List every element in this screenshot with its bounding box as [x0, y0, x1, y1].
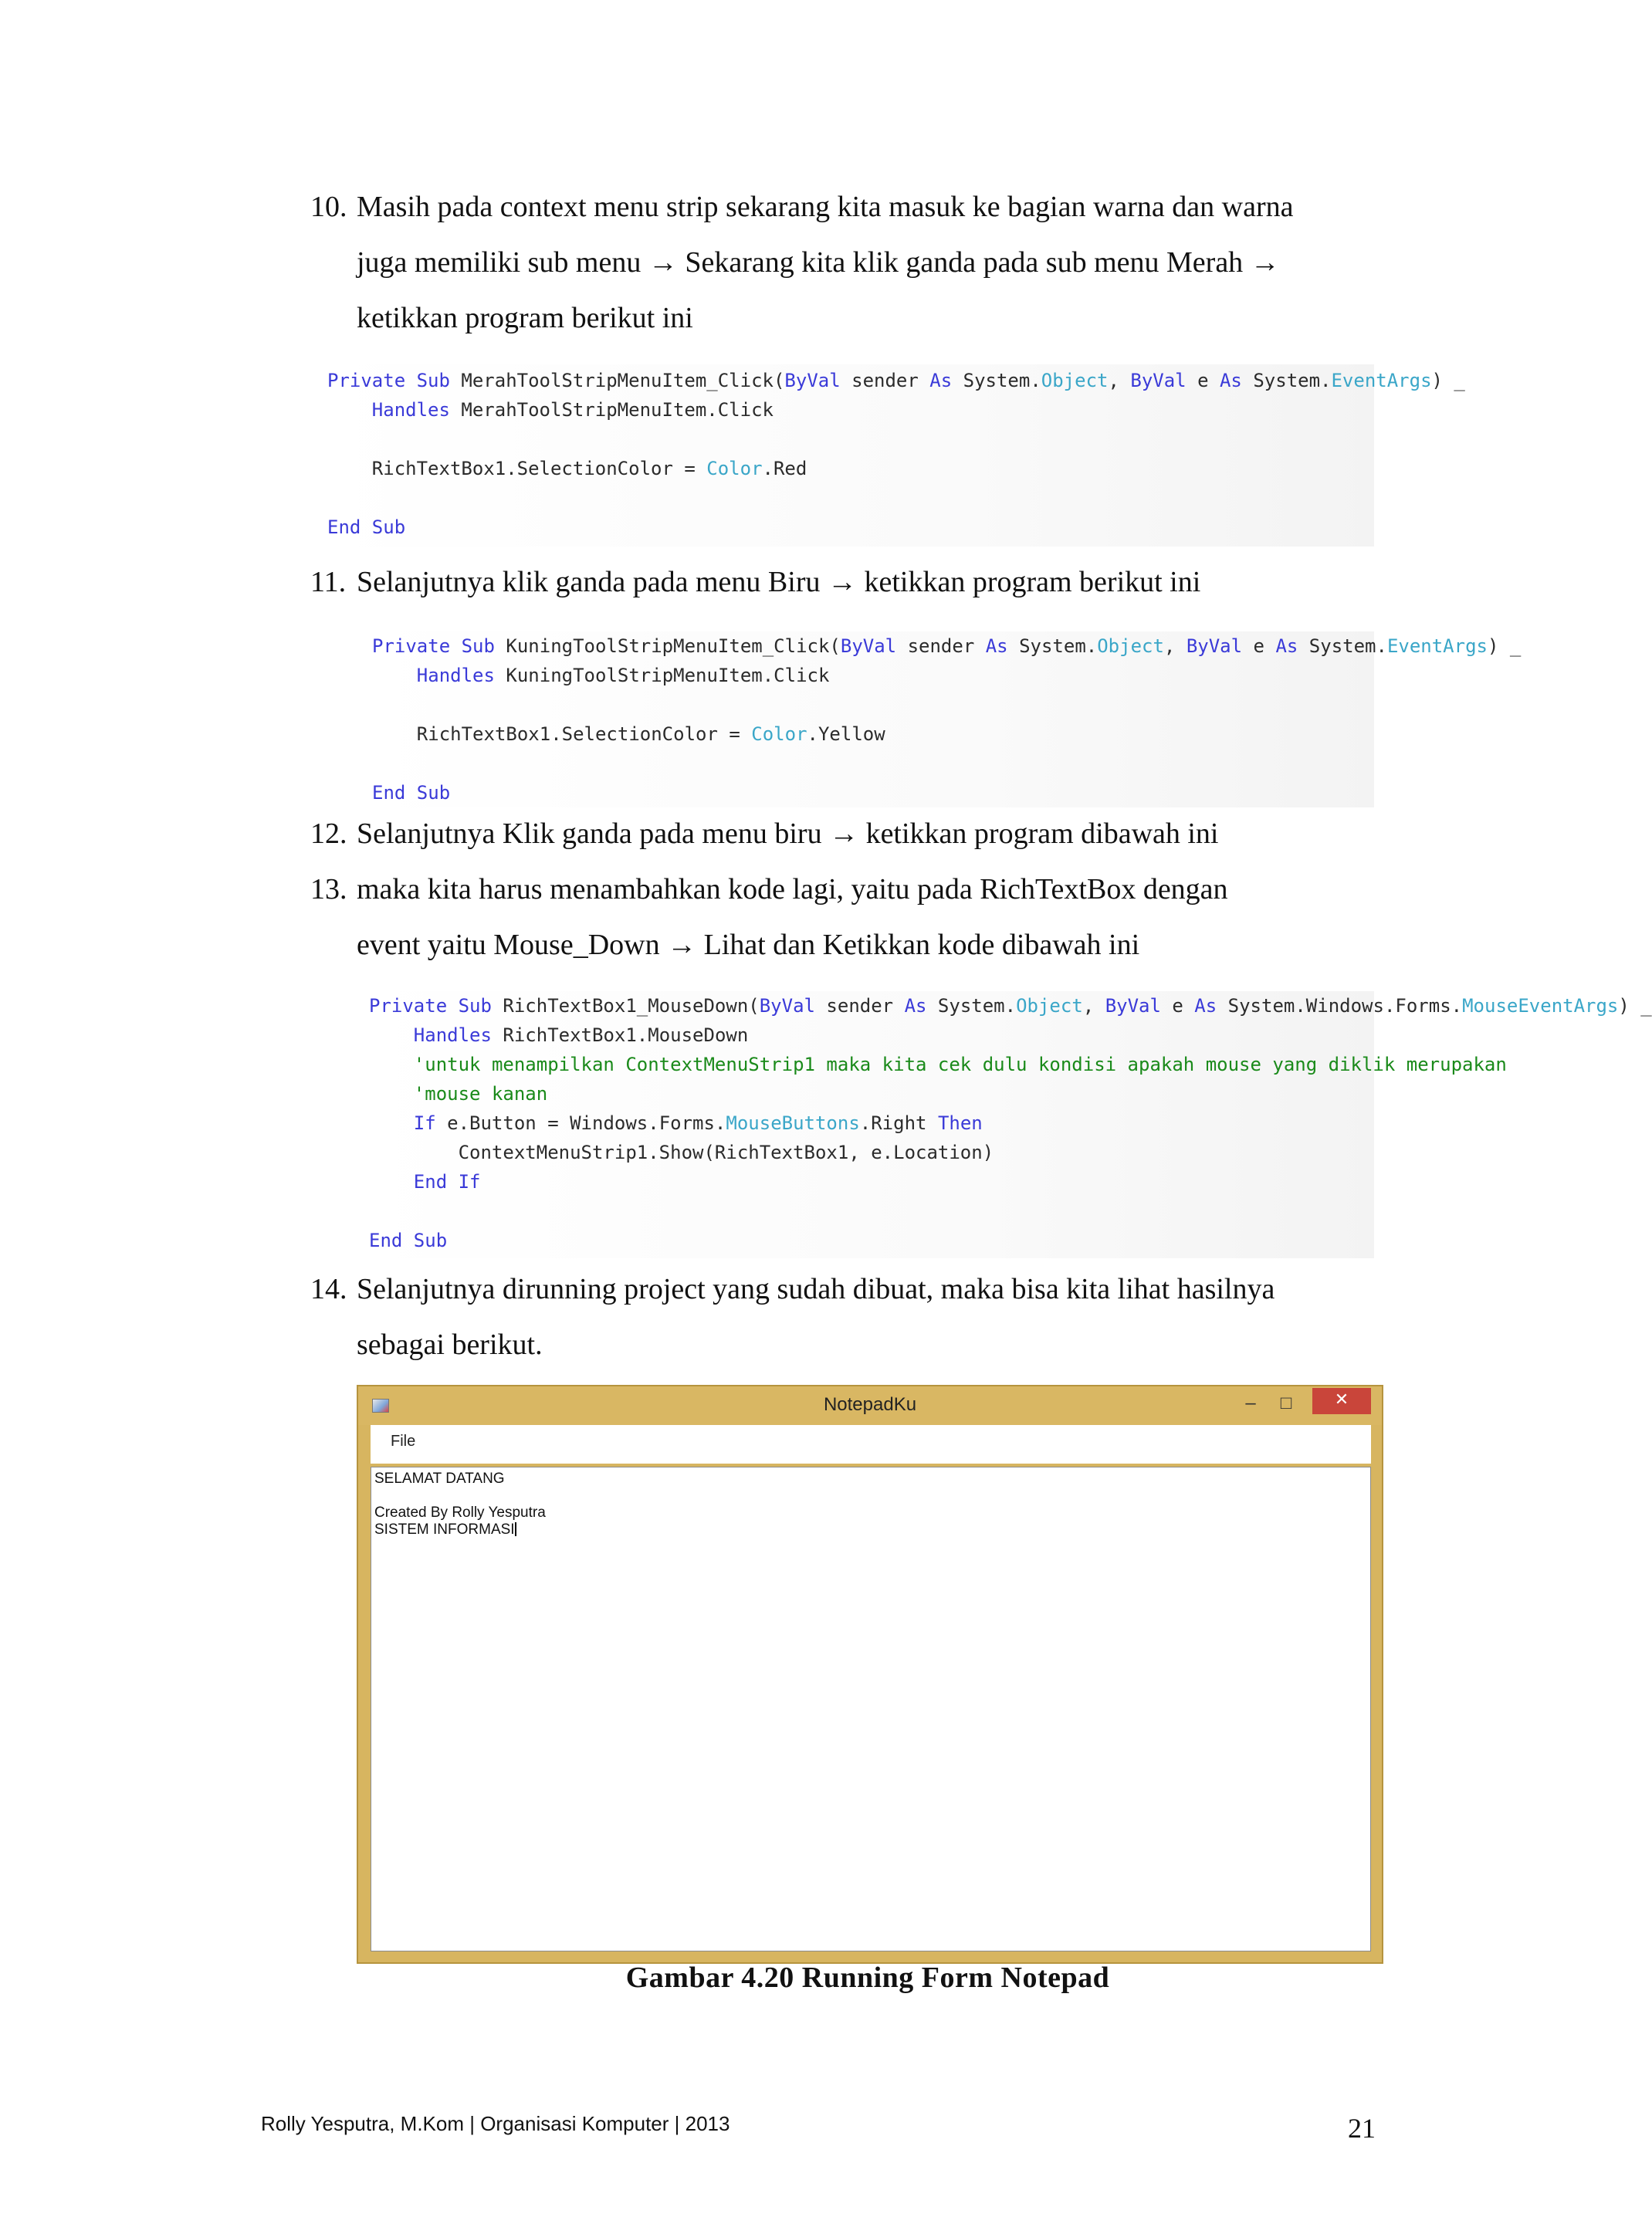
code-text: KuningToolStripMenuItem_Click(	[506, 635, 841, 657]
code-line	[369, 991, 1652, 1021]
code-line	[369, 1050, 1507, 1079]
code-text: .Yellow	[807, 723, 885, 745]
rich-text-box[interactable]	[371, 1467, 1371, 1951]
item-line: ketikkan program berikut ini	[357, 302, 693, 334]
code-keyword: If	[413, 1112, 436, 1134]
code-text: MerahToolStripMenuItem_Click(	[461, 370, 785, 391]
editor-line: Created By Rolly Yesputra	[374, 1505, 546, 1521]
code-comment: 'mouse kanan	[413, 1083, 548, 1105]
menu-bar	[371, 1425, 1371, 1464]
item-line: event yaitu Mouse_Down → Lihat dan Ketikkan kode dibawah ini	[357, 929, 1140, 961]
code-keyword: As	[985, 635, 1008, 657]
code-line	[369, 1079, 1371, 1109]
figure-caption	[0, 1961, 1581, 1995]
code-keyword: ByVal	[1186, 635, 1243, 657]
item-number: 13.	[310, 873, 347, 905]
code-text: sender	[896, 635, 986, 657]
code-block-merah	[324, 364, 1465, 547]
editor-line-last	[374, 1521, 1367, 1538]
code-text: System.	[952, 370, 1041, 391]
code-keyword: Handles	[413, 1024, 492, 1046]
code-type: Color	[706, 458, 763, 479]
code-text: sender	[840, 370, 930, 391]
code-text: ,	[1163, 635, 1187, 657]
code-keyword: End Sub	[369, 1230, 448, 1251]
code-line	[327, 425, 1371, 454]
code-line	[372, 719, 1371, 749]
code-text: System.	[1298, 635, 1387, 657]
code-line	[327, 454, 1371, 483]
code-line	[327, 395, 1371, 425]
editor-line: SELAMAT DATANG	[374, 1471, 505, 1487]
code-line	[372, 631, 1522, 661]
code-line	[369, 1197, 1371, 1226]
code-line	[369, 1138, 1371, 1167]
code-text: e	[1242, 635, 1276, 657]
code-text: e.Button = Windows.Forms.	[435, 1112, 726, 1134]
code-text: RichTextBox1.SelectionColor =	[327, 458, 707, 479]
item-line: Selanjutnya klik ganda pada menu Biru → ketikkan program berikut ini	[357, 566, 1201, 598]
list-item-12	[310, 806, 1376, 861]
item-line: Selanjutnya dirunning project yang sudah dibuat, maka bisa kita lihat hasilnya	[357, 1273, 1275, 1305]
code-text: ) _	[1487, 635, 1522, 657]
page-number: 21	[1348, 2113, 1376, 2144]
code-text: RichTextBox1.SelectionColor =	[372, 723, 752, 745]
list-item-13	[310, 861, 1376, 973]
code-block-kuning	[369, 631, 1522, 807]
code-keyword: Then	[937, 1112, 983, 1134]
item-line: maka kita harus menambahkan kode lagi, yaitu pada RichTextBox dengan	[357, 873, 1228, 905]
list-item-10	[310, 179, 1376, 346]
close-button[interactable]: ✕	[1312, 1388, 1371, 1414]
text-caret	[515, 1522, 516, 1536]
code-text	[369, 1054, 414, 1075]
window-titlebar	[358, 1386, 1382, 1425]
item-line: Masih pada context menu strip sekarang kita masuk ke bagian warna dan warna	[357, 191, 1294, 223]
code-type: EventArgs	[1386, 635, 1488, 657]
code-text: e	[1160, 995, 1195, 1017]
code-keyword: As	[1219, 370, 1242, 391]
code-type: Object	[1097, 635, 1164, 657]
code-type: Object	[1016, 995, 1083, 1017]
code-text	[369, 1083, 414, 1105]
code-keyword: End Sub	[372, 782, 451, 804]
code-keyword: Private Sub	[372, 635, 506, 657]
item-line: Selanjutnya Klik ganda pada menu biru → ketikkan program dibawah ini	[357, 817, 1219, 850]
code-text: System.	[926, 995, 1017, 1017]
code-type: EventArgs	[1331, 370, 1432, 391]
code-type: Object	[1041, 370, 1109, 391]
code-text: System.	[1241, 370, 1332, 391]
code-block-mousedown	[366, 991, 1652, 1258]
code-text	[369, 1171, 414, 1193]
code-keyword: ByVal	[1130, 370, 1187, 391]
list-item-11	[310, 554, 1376, 610]
code-keyword: ByVal	[784, 370, 841, 391]
item-line: sebagai berikut.	[357, 1329, 543, 1361]
code-text: ) _	[1618, 995, 1652, 1017]
figure-caption-text: Gambar 4.20 Running Form Notepad	[625, 1962, 1110, 1994]
code-text: RichTextBox1_MouseDown(	[503, 995, 760, 1017]
footer-author: Rolly Yesputra, M.Kom | Organisasi Komputer | 2013	[261, 2112, 730, 2135]
item-number: 10.	[310, 191, 347, 223]
maximize-icon[interactable]: □	[1280, 1393, 1292, 1413]
code-keyword: Private Sub	[327, 370, 462, 391]
code-type: MouseEventArgs	[1462, 995, 1619, 1017]
item-number: 11.	[310, 566, 347, 598]
code-keyword: ByVal	[1105, 995, 1161, 1017]
window-title: NotepadKu	[823, 1394, 917, 1415]
code-text: ) _	[1431, 370, 1465, 391]
code-text: ContextMenuStrip1.Show(RichTextBox1, e.Location)	[369, 1142, 994, 1163]
code-comment: 'untuk menampilkan ContextMenuStrip1 maka kita cek dulu kondisi apakah mouse yang diklik merupakan	[413, 1054, 1507, 1075]
code-keyword: ByVal	[840, 635, 897, 657]
code-line	[369, 1109, 1371, 1138]
code-text: System.	[1007, 635, 1098, 657]
code-type: MouseButtons	[726, 1112, 860, 1134]
code-text	[372, 665, 417, 686]
code-keyword: Handles	[371, 399, 450, 421]
code-text: ,	[1082, 995, 1105, 1017]
code-keyword: ByVal	[759, 995, 815, 1017]
code-line	[372, 690, 1371, 719]
editor-line-text: SISTEM INFORMASI	[374, 1521, 515, 1538]
code-text: System.Windows.Forms.	[1217, 995, 1463, 1017]
item-line: juga memiliki sub menu → Sekarang kita klik ganda pada sub menu Merah →	[357, 246, 1280, 279]
code-keyword: End Sub	[327, 516, 406, 538]
list-item-14	[310, 1261, 1376, 1373]
code-keyword: As	[1194, 995, 1217, 1017]
code-text: ,	[1108, 370, 1131, 391]
code-text	[327, 399, 372, 421]
code-line	[327, 366, 1465, 395]
code-line	[369, 1167, 1371, 1197]
item-number: 14.	[310, 1273, 347, 1305]
code-keyword: As	[904, 995, 927, 1017]
code-line	[372, 749, 1371, 778]
code-keyword: As	[929, 370, 953, 391]
code-text	[369, 1024, 414, 1046]
code-text: RichTextBox1.MouseDown	[491, 1024, 749, 1046]
code-keyword: End If	[413, 1171, 481, 1193]
item-number: 12.	[310, 817, 347, 850]
code-keyword: Private Sub	[369, 995, 503, 1017]
code-text: sender	[814, 995, 905, 1017]
code-line	[369, 1021, 1371, 1050]
code-keyword: As	[1275, 635, 1298, 657]
code-line	[372, 661, 1371, 690]
code-line	[327, 483, 1371, 513]
code-text: .Right	[859, 1112, 938, 1134]
code-text: e	[1186, 370, 1220, 391]
notepad-window-screenshot	[357, 1385, 1383, 1964]
code-keyword: Handles	[416, 665, 495, 686]
editor-line-blank	[374, 1488, 1367, 1505]
code-text: MerahToolStripMenuItem.Click	[449, 399, 774, 421]
menu-item-file[interactable]: File	[391, 1433, 416, 1450]
code-text	[369, 1112, 414, 1134]
code-text: .Red	[762, 458, 807, 479]
minimize-icon[interactable]: –	[1245, 1393, 1256, 1413]
code-line	[372, 778, 1371, 807]
code-line	[327, 513, 1371, 542]
code-type: Color	[751, 723, 807, 745]
code-text: KuningToolStripMenuItem.Click	[494, 665, 830, 686]
code-line	[369, 1226, 1371, 1255]
